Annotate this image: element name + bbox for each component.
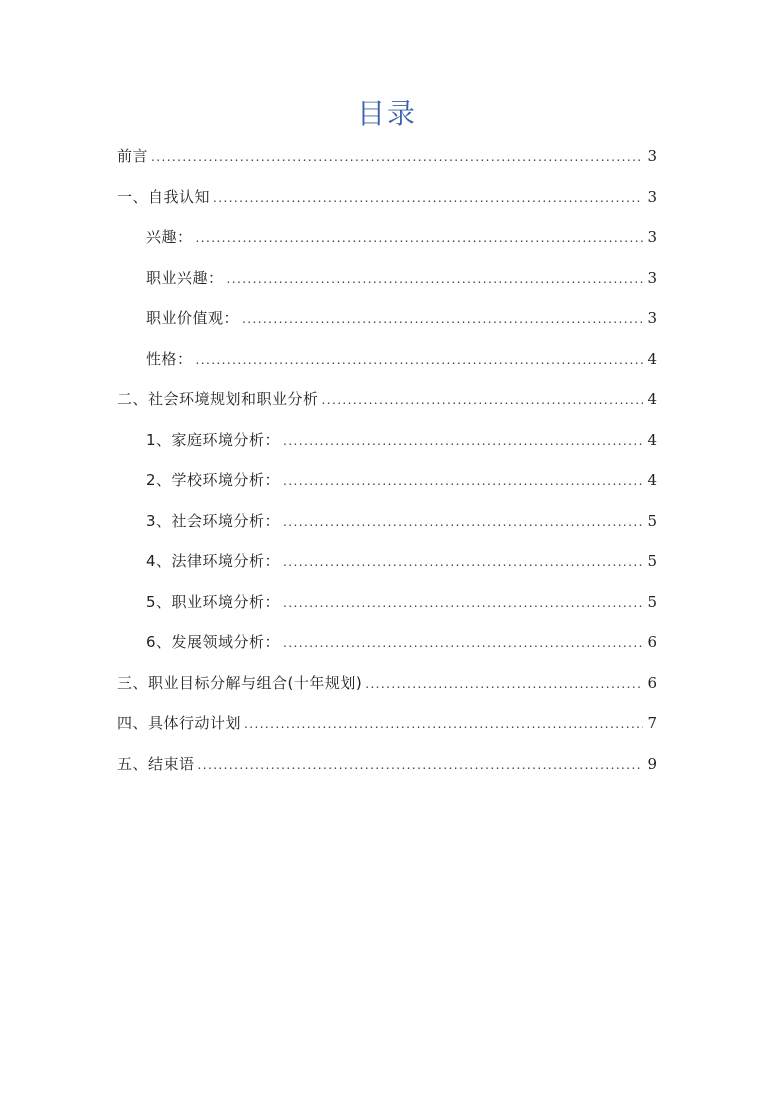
toc-page-number: 4 <box>647 349 657 368</box>
toc-entry-personality[interactable] <box>117 339 657 380</box>
toc-title: 目录 <box>356 97 417 130</box>
toc-page-number: 3 <box>647 268 657 287</box>
toc-entry-social-environment[interactable] <box>117 501 657 542</box>
toc-entry-label: 五、结束语 <box>117 754 195 773</box>
toc-entry-label: 职业兴趣： <box>146 268 224 287</box>
toc-dot-leader <box>242 299 643 340</box>
toc-entry-conclusion[interactable] <box>117 744 657 785</box>
toc-page-number: 6 <box>647 673 657 692</box>
toc-entry-interests[interactable] <box>117 217 657 258</box>
toc-dot-leader <box>244 704 643 745</box>
toc-entry-label: 1、家庭环境分析： <box>146 430 281 449</box>
toc-entry-label: 四、具体行动计划 <box>117 714 242 732</box>
toc-entry-label: 一、自我认知 <box>117 187 211 206</box>
toc-entry-career-interests[interactable] <box>117 258 657 299</box>
toc-entry-label: 性格： <box>146 349 193 368</box>
toc-entry-career-environment[interactable] <box>117 582 657 623</box>
toc-dot-leader <box>283 461 643 502</box>
toc-list <box>117 136 657 784</box>
toc-dot-leader <box>322 380 643 421</box>
toc-page-number: 5 <box>647 592 657 611</box>
toc-page-number: 4 <box>647 471 657 489</box>
toc-page-number: 4 <box>647 390 657 408</box>
toc-page-number: 3 <box>647 147 657 165</box>
toc-entry-label: 兴趣： <box>146 228 193 246</box>
toc-dot-leader <box>227 259 643 300</box>
toc-entry-label: 5、职业环境分析： <box>146 592 281 611</box>
toc-entry-label: 三、职业目标分解与组合(十年规划) <box>117 673 363 692</box>
toc-page-number: 3 <box>647 187 657 206</box>
toc-page-number: 3 <box>647 309 657 327</box>
toc-entry-label: 4、法律环境分析： <box>146 552 281 570</box>
toc-page-number: 4 <box>647 430 657 449</box>
toc-entry-school-environment[interactable] <box>117 460 657 501</box>
toc-page-number: 6 <box>647 633 657 651</box>
toc-entry-career-values[interactable] <box>117 298 657 339</box>
toc-dot-leader <box>283 542 643 583</box>
toc-entry-family-environment[interactable] <box>117 420 657 461</box>
toc-page-number: 7 <box>647 714 657 732</box>
toc-entry-label: 二、社会环境规划和职业分析 <box>117 390 319 408</box>
toc-page-number: 3 <box>647 228 657 246</box>
toc-page-number: 5 <box>647 552 657 570</box>
toc-dot-leader <box>283 421 643 462</box>
toc-dot-leader <box>283 623 643 664</box>
toc-entry-label: 前言 <box>117 147 149 165</box>
toc-entry-preface[interactable] <box>117 136 657 177</box>
toc-entry-label: 6、发展领域分析： <box>146 633 281 651</box>
toc-page-number: 9 <box>647 754 657 773</box>
toc-entry-career-goals[interactable] <box>117 663 657 704</box>
toc-page-number: 5 <box>647 511 657 530</box>
toc-entry-label: 职业价值观： <box>146 309 240 327</box>
toc-dot-leader <box>365 664 643 705</box>
toc-entry-action-plan[interactable] <box>117 703 657 744</box>
toc-dot-leader <box>151 137 643 178</box>
toc-entry-environment-planning[interactable] <box>117 379 657 420</box>
toc-dot-leader <box>283 502 643 543</box>
toc-entry-label: 3、社会环境分析： <box>146 511 281 530</box>
toc-entry-development-field[interactable] <box>117 622 657 663</box>
toc-dot-leader <box>196 340 643 381</box>
toc-entry-label: 2、学校环境分析： <box>146 471 281 489</box>
toc-dot-leader <box>283 583 643 624</box>
toc-dot-leader <box>198 745 643 786</box>
toc-dot-leader <box>196 218 643 259</box>
toc-dot-leader <box>213 178 643 219</box>
toc-entry-legal-environment[interactable] <box>117 541 657 582</box>
toc-entry-self-awareness[interactable] <box>117 177 657 218</box>
